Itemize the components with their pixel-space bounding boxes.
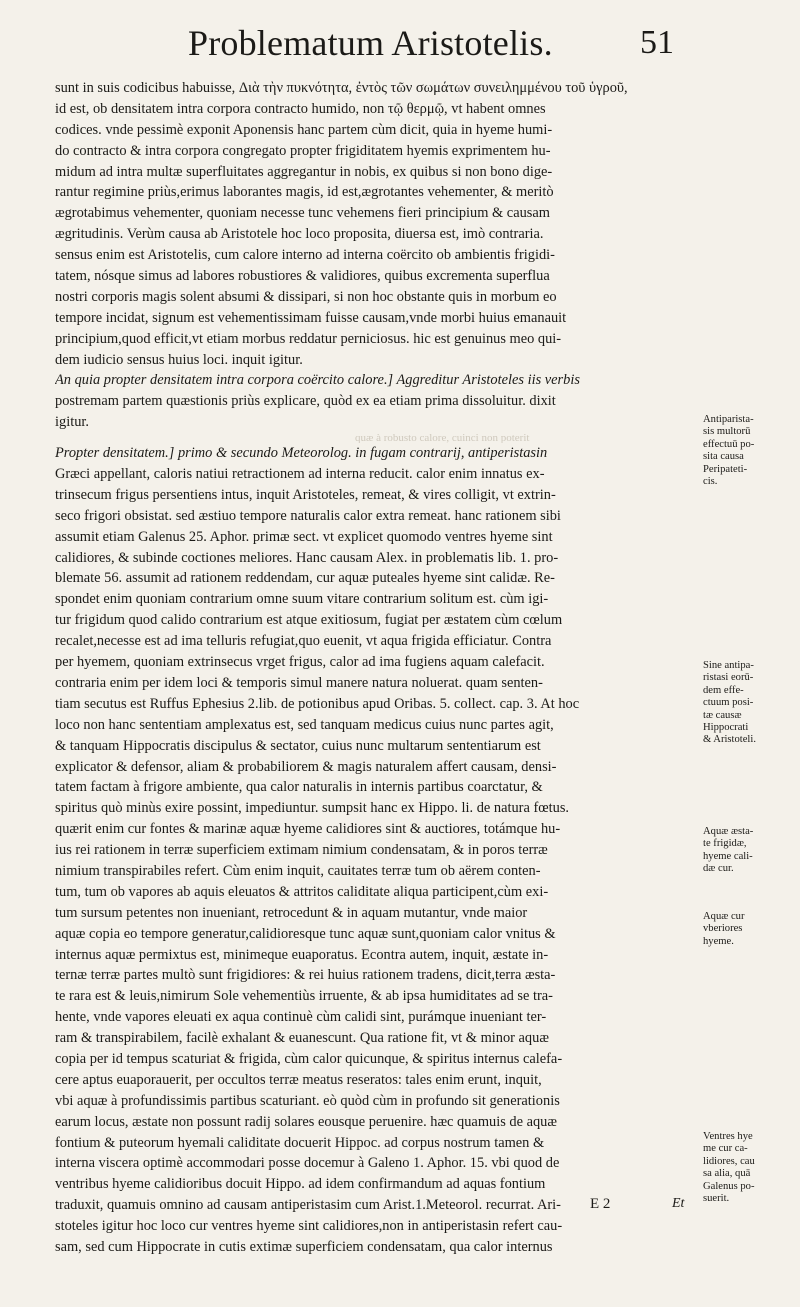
margin-note-line: te frigidæ, bbox=[703, 838, 747, 850]
text-line: te rara est & leuis,nimirum Sole vehementiùs irruente, & ab ipsa humiditates ad se tra- bbox=[55, 988, 553, 1005]
text-line: ægrotabimus vehementer, quoniam necesse tunc vehemens fieri principium & causam bbox=[55, 205, 550, 222]
margin-note-line: sa alia, quā bbox=[703, 1168, 751, 1180]
margin-note-line: sis multorū bbox=[703, 426, 751, 438]
text-line: igitur. bbox=[55, 414, 89, 431]
page-number: 51 bbox=[640, 24, 674, 61]
margin-note bbox=[703, 826, 795, 876]
text-line: & tanquam Hippocratis discipulus & sectator, cuius nunc multarum sententiarum est bbox=[55, 737, 541, 754]
text-line: loco non hanc sententiam amplexatus est, sed tanquam medicus cuius nunc partes agit, bbox=[55, 716, 554, 733]
text-line: spiritus quò minùs exire possint, impediuntur. sumpsit hanc ex Hippo. li. de natura fœtus. bbox=[55, 800, 570, 817]
signature-mark: E 2 bbox=[590, 1196, 611, 1212]
text-line: tur frigidum quod calido contrarium est atque exitiosum, fugiat per æstatem cùm cœlum bbox=[55, 612, 563, 629]
margin-note-line: & Aristoteli. bbox=[703, 734, 756, 746]
text-line: hente, vnde vapores eleuati ex aqua continuè cùm calidi sint, purámque inueniant ter- bbox=[55, 1009, 547, 1026]
text-line: sunt in suis codicibus habuisse, Διὰ τὴν πυκνότητα, ἐντὸς τῶν σωμάτων συνειλημμένου τοῦ ὑγροῦ, bbox=[55, 80, 628, 96]
text-line: seco frigori obsistat. sed æstiuo tempore naturalis calor extra remeat. hanc rationem sibi bbox=[55, 507, 561, 524]
margin-note-line: Hippocrati bbox=[703, 722, 749, 734]
text-line: trinsecum frigus persentiens intus, inquit Aristoteles, remeat, & vires colligit, vt extrin- bbox=[55, 486, 556, 503]
text-line: tum sursum petentes non inueniant, retrocedunt & in aquam mutantur, vnde maior bbox=[55, 904, 528, 921]
text-line: nimium transpirabiles refert. Cùm enim inquit, cauitates terræ tum ob aërem conten- bbox=[55, 862, 541, 879]
text-line: assumit etiam Galenus 25. Aphor. primæ sect. vt explicet quomodo ventres hyeme sint bbox=[55, 528, 553, 545]
main-text-block bbox=[55, 78, 695, 1258]
margin-note-line: me cur ca- bbox=[703, 1143, 748, 1155]
text-line: earum locus, æstate non possunt radij solares eousque peruenire. hæc quamuis de aquæ bbox=[55, 1113, 557, 1130]
text-line: Græci appellant, caloris natiui retractionem ad interna reducit. calor enim innatus ex- bbox=[55, 466, 545, 483]
lemma-line: Propter densitatem.] primo & secundo Meteorolog. in fugam contrarij, antiperistasin bbox=[55, 445, 548, 462]
text-line: per hyemem, quoniam extrinsecus vrget frigus, calor ad ima fugiens aquam calefacit. bbox=[55, 654, 545, 671]
lemma-line: An quia propter densitatem intra corpora coërcito calore.] Aggreditur Aristoteles iis verbis bbox=[55, 372, 580, 389]
margin-note bbox=[703, 911, 795, 948]
text-line: rantur regimine priùs,erimus laborantes magis, id est,ægrotantes vehementer, & meritò bbox=[55, 184, 554, 201]
text-line: spondet enim quoniam contrarium omne suum vitare contrarium solitum est. cùm igi- bbox=[55, 591, 549, 608]
text-line: calidiores, & subinde coctiones meliores. Hanc causam Alex. in problematis lib. 1. pro- bbox=[55, 549, 559, 566]
margin-note-line: Galenus po- bbox=[703, 1180, 755, 1192]
text-line: tum, tum ob vapores ab aquis eleuatos & attritos caliditate aliqua participent,cùm exi- bbox=[55, 883, 549, 900]
margin-note-line: ctuum posi- bbox=[703, 697, 754, 709]
text-line: sam, sed cum Hippocrate in cutis extimæ superficiem condensatam, qua calor internus bbox=[55, 1238, 553, 1255]
margin-note-line: ristasi eorū- bbox=[703, 672, 754, 684]
text-line: aquæ copia eo tempore generatur,calidioresque tunc aquæ sunt,quoniam calor vnitus & bbox=[55, 925, 556, 942]
margin-note bbox=[703, 660, 795, 747]
margin-note bbox=[703, 414, 795, 488]
text-line: cere aptus euaporauerit, per occultos terræ meatus reseratos: tales enim erunt, inquit, bbox=[55, 1071, 542, 1088]
margin-note-line: sita causa bbox=[703, 451, 744, 463]
text-line: explicator & defensor, aliam & probabiliorem & magis naturalem affert causam, densi- bbox=[55, 758, 557, 775]
margin-note-line: Aquæ cur bbox=[703, 911, 745, 922]
margin-note-line: vberiores bbox=[703, 923, 743, 935]
text-line: postremam partem quæstionis priùs explicare, quòd ex ea etiam prima dissoluitur. dixit bbox=[55, 393, 556, 410]
text-line: codices. vnde pessimè exponit Aponensis hanc partem cùm dicit, quia in hyeme humi- bbox=[55, 121, 553, 138]
text-line: vbi aquæ à profundissimis partibus scaturiant. eò quòd cùm in profundo sit generationis bbox=[55, 1092, 560, 1109]
page-title: Problematum Aristotelis. bbox=[188, 23, 553, 63]
margin-note-line: suerit. bbox=[703, 1193, 730, 1205]
text-line: id est, ob densitatem intra corpora contracto humido, non τῷ θερμῷ, vt habent omnes bbox=[55, 100, 546, 117]
text-line: dem iudicio sensus huius loci. inquit igitur. bbox=[55, 351, 303, 368]
text-line: tiam secutus est Ruffus Ephesius 2.lib. de potionibus apud Oribas. 5. collect. cap. 3. At hoc bbox=[55, 695, 580, 712]
text-line: internus aquæ permixtus est, minimeque euaporatus. Econtra autem, inquit, æstate in- bbox=[55, 946, 549, 963]
text-line: ram & transpirabilem, facilè exhalant & euanescunt. Qua ratione fit, vt & minor aquæ bbox=[55, 1030, 549, 1047]
text-line: tempore incidat, signum est vehementissimam fuisse causam,vnde morbi huius emanauit bbox=[55, 309, 567, 326]
margin-note-line: Aquæ æsta- bbox=[703, 826, 754, 837]
text-line: blemate 56. assumit ad rationem reddendam, cur aquæ puteales hyeme sint calidæ. Re- bbox=[55, 570, 555, 587]
text-line: do contracto & intra corpora congregato propter frigiditatem hyemis exprimentem hu- bbox=[55, 142, 551, 159]
catchword: Et bbox=[672, 1196, 685, 1211]
margin-note-line: cis. bbox=[703, 476, 718, 488]
margin-note-line: effectuū po- bbox=[703, 438, 755, 450]
text-line: tatem, nósque simus ad labores robustiores & validiores, quibus excrementa superflua bbox=[55, 268, 550, 285]
margin-note-line: hyeme. bbox=[703, 935, 734, 947]
text-line: copia per id tempus scaturiat & frigida, cùm calor quicunque, & spiritus internus calefa- bbox=[55, 1050, 563, 1067]
margin-note-line: dem effe- bbox=[703, 684, 744, 696]
text-line: fontium & puteorum hyemali caliditate docuerit Hippoc. ad corpus nostrum tamen & bbox=[55, 1134, 545, 1151]
margin-note bbox=[703, 1131, 795, 1205]
margin-note-line: lidiores, cau bbox=[703, 1155, 755, 1167]
margin-note-line: dæ cur. bbox=[703, 863, 734, 875]
margin-note-line: hyeme cali- bbox=[703, 850, 753, 862]
bleed-through-text: quæ à robusto calore, cuinci non poterit bbox=[355, 433, 530, 444]
text-line: contraria enim per idem loci & temporis simul manere natura noluerat. quam senten- bbox=[55, 674, 543, 691]
text-line: traduxit, quamuis omnino ad causam antiperistasim cum Arist.1.Meteorol. recurrat. Ari- bbox=[55, 1197, 561, 1214]
margin-note-line: Peripateti- bbox=[703, 463, 748, 475]
margin-note-line: Ventres hye bbox=[703, 1131, 753, 1142]
text-line: stoteles igitur hoc loco cur ventres hyeme sint calidiores,non in antiperistasin refert cau- bbox=[55, 1218, 563, 1235]
text-line: quærit enim cur fontes & marinæ aquæ hyeme calidiores sint & auctiores, totámque hu- bbox=[55, 821, 561, 838]
text-line: midum ad intra multæ superfluitates aggregantur in nobis, ex quibus si non bono dige- bbox=[55, 163, 553, 180]
text-line: ventribus hyeme calidioribus docuit Hippo. ad idem confirmandum ad aquas fontium bbox=[55, 1176, 546, 1193]
margin-note-line: tæ causæ bbox=[703, 709, 742, 721]
text-line: ægritudinis. Verùm causa ab Aristotele hoc loco proposita, diuersa est, imò contraria. bbox=[55, 226, 544, 243]
text-line: interna viscera optimè accommodari posse docemur à Galeno 1. Aphor. 15. vbi quod de bbox=[55, 1155, 560, 1172]
text-line: nostri corporis magis solent absumi & dissipari, si non hoc obstante quis in morbum eo bbox=[55, 288, 557, 305]
text-line: ius rei rationem in terræ superficiem extimam nimium condensatam, & in poros terræ bbox=[55, 842, 548, 859]
text-line: sensus enim est Aristotelis, cum calore interno ad interna coërcito ob ambientis frigidi- bbox=[55, 247, 555, 264]
margin-note-line: Antiparista- bbox=[703, 414, 754, 425]
text-line: principium,quod efficit,vt etiam morbus reddatur perniciosus. hic est genuinus meo qui- bbox=[55, 330, 562, 347]
text-line: recalet,necesse est ad ima telluris refugiat,quo euenit, vt aqua frigida efficiatur. Contra bbox=[55, 633, 552, 650]
text-line: ternæ terræ partes multò sunt frigidiores: & rei huius rationem tradens, dicit,terra æsta- bbox=[55, 967, 556, 984]
margin-note-line: Sine antipa- bbox=[703, 660, 754, 671]
text-line: tatem factam à frigore ambiente, qua calor naturalis in internis partibus coarctatur, & bbox=[55, 779, 543, 796]
running-header bbox=[0, 22, 800, 72]
